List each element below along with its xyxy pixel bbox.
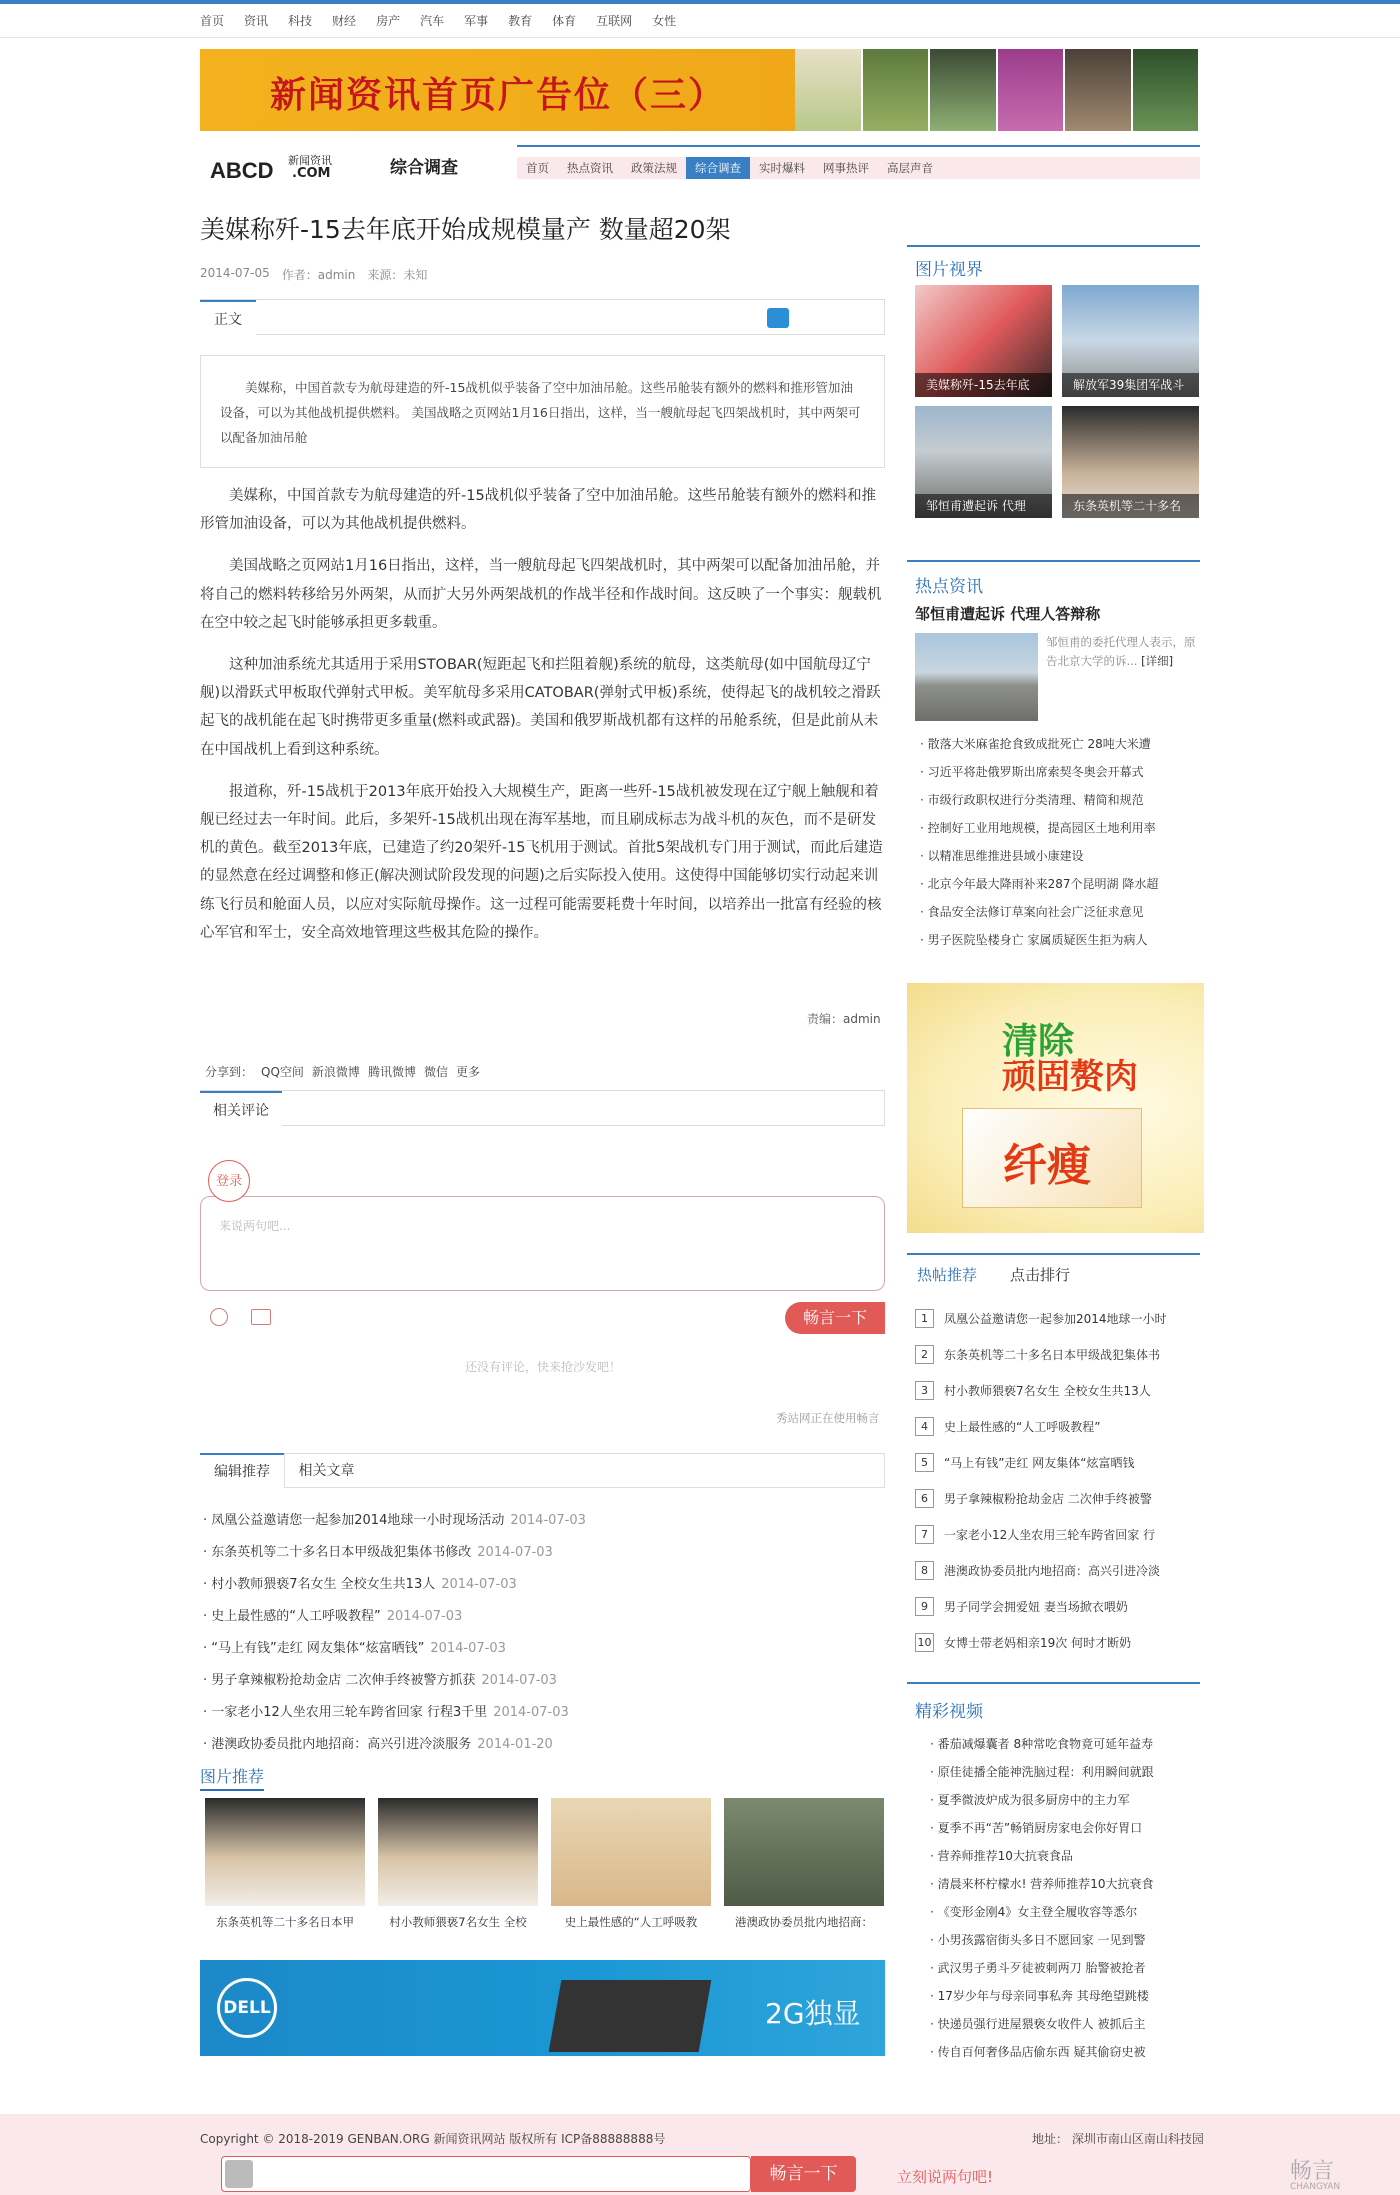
login-button[interactable]: 登录 [208, 1160, 250, 1202]
pic-card-caption[interactable]: 村小教师猥亵7名女生 全校 [389, 1915, 527, 1929]
related-item[interactable] [203, 1633, 883, 1665]
bullet: · [920, 821, 928, 835]
dell-logo: DELL [217, 1978, 277, 2038]
banner-ad-faces [795, 49, 1200, 131]
pic-card-caption[interactable]: 东条英机等二十多名日本甲 [216, 1915, 354, 1929]
topnav-item[interactable]: 财经 [332, 14, 357, 28]
hot-item[interactable] [920, 814, 1200, 842]
subnav-item[interactable]: 综合调查 [686, 157, 750, 179]
footer-comment-input[interactable] [221, 2156, 751, 2192]
rank-item[interactable] [915, 1588, 1200, 1624]
article-paragraph: 这种加油系统尤其适用于采用STOBAR(短距起飞和拦阻着舰)系统的航母，这类航母(如中国航母辽宁舰)以滑跃式甲板取代弹射式甲板。美军航母多采用CATOBAR(弹射式甲板)系统，使得起飞的战机较之滑跃起飞的战机能在起飞时携带更多重量(燃料或武器)。美国和俄罗斯战机都有这样的吊舱系统，但是此前从未在中国战机上看到这种系统。 [200, 657, 881, 758]
logo-abcd: ABCD [210, 158, 274, 183]
bullet: · [930, 1737, 938, 1751]
hot-item[interactable] [920, 786, 1200, 814]
hot-detail-link[interactable]: [详细] [1141, 654, 1174, 668]
bullet: · [930, 2045, 938, 2059]
bullet: · [930, 1933, 938, 1947]
tab-comments[interactable]: 相关评论 [200, 1091, 282, 1126]
share-link[interactable]: 更多 [455, 1065, 480, 1079]
bullet: · [203, 1673, 212, 1688]
sidebar-hot-title: 热点资讯 [915, 577, 983, 597]
pic-card-caption[interactable]: 史上最性感的“人工呼吸教 [564, 1915, 698, 1929]
related-date: 2014-07-03 [493, 1705, 569, 1720]
hot-list [920, 730, 1200, 954]
related-title[interactable]: 史上最性感的“人工呼吸教程” [211, 1609, 381, 1624]
footer-say-text: 立刻说两句吧! [897, 2168, 994, 2186]
share-link[interactable]: QQ空间 [261, 1065, 304, 1079]
rank-item[interactable] [915, 1300, 1200, 1336]
topnav-item[interactable]: 首页 [200, 14, 225, 28]
video-title[interactable]: 武汉男子勇斗歹徒被刺两刀 胎警被抢者 [937, 1961, 1146, 1975]
bullet: · [930, 1849, 938, 1863]
hot-item[interactable] [920, 898, 1200, 926]
article-source: 来源：未知 [367, 268, 428, 282]
sidebar-pic-item[interactable] [915, 406, 1052, 518]
rank-tabs [907, 1253, 1200, 1287]
rank-number: 7 [915, 1525, 934, 1544]
sidebar-pic-caption[interactable]: 解放军39集团军战斗 [1062, 373, 1199, 397]
tab-body[interactable]: 正文 [200, 300, 256, 335]
video-title[interactable]: 小男孩露宿街头多日不愿回家 一见到警 [937, 1933, 1146, 1947]
rank-item[interactable] [915, 1480, 1200, 1516]
video-list [930, 1730, 1200, 2066]
sidebar-pic-caption[interactable]: 美媒称歼-15去年底 [915, 373, 1052, 397]
subnav-item[interactable]: 网事热评 [823, 161, 869, 175]
video-item[interactable] [930, 1898, 1200, 1926]
rank-item[interactable] [915, 1516, 1200, 1552]
article-summary: 美媒称，中国首款专为航母建造的歼-15战机似乎装备了空中加油吊舱。这些吊舱装有额外的燃料和推形管加油设备，可以为其他战机提供燃料。 美国战略之页网站1月16日指出，这样，当一艘航母起飞四架战机时，其中两架可以配备加油吊舱 [200, 355, 885, 468]
video-title[interactable]: 番茄减爆囊者 8种常吃食物竟可延年益寿 [937, 1737, 1154, 1751]
subnav-item[interactable]: 热点资讯 [567, 161, 613, 175]
comment-icon[interactable] [767, 308, 789, 328]
ad-product-box [962, 1108, 1142, 1208]
user-avatar-icon [225, 2160, 253, 2188]
footer [0, 2114, 1400, 2195]
rank-title[interactable]: 凤凰公益邀请您一起参加2014地球一小时 [944, 1311, 1167, 1326]
video-item[interactable] [930, 1814, 1200, 1842]
video-item[interactable] [930, 1954, 1200, 1982]
related-title[interactable]: 男子拿辣椒粉抢劫金店 二次伸手终被警方抓获 [211, 1673, 476, 1688]
rank-title[interactable]: 东条英机等二十多名日本甲级战犯集体书 [944, 1347, 1161, 1362]
image-upload-icon[interactable] [251, 1309, 271, 1325]
pic-card-image[interactable] [724, 1798, 884, 1906]
comment-send-button[interactable]: 畅言一下 [785, 1302, 885, 1334]
video-item[interactable] [930, 1870, 1200, 1898]
banner-ad[interactable] [200, 49, 1200, 131]
sidebar-pic-title: 图片视界 [915, 260, 983, 280]
pic-card-image[interactable] [205, 1798, 365, 1906]
topnav-item[interactable]: 互联网 [596, 14, 633, 28]
rank-list [915, 1300, 1200, 1660]
bullet: · [930, 1821, 938, 1835]
pic-card-caption[interactable]: 港澳政协委员批内地招商： [735, 1915, 873, 1929]
sidebar-video-title: 精彩视频 [915, 1702, 983, 1722]
hot-image[interactable] [915, 633, 1038, 721]
section-subnav [517, 145, 1200, 181]
video-title[interactable]: 夏季不再“苦”畅销厨房家电会你好胃口 [937, 1821, 1143, 1835]
hot-item[interactable] [920, 730, 1200, 758]
bullet: · [203, 1705, 212, 1720]
video-title[interactable]: 原佳徒播全能神洗脑过程：利用瞬间就跟 [937, 1765, 1154, 1779]
bullet: · [930, 2017, 938, 2031]
sidebar-pic-item[interactable] [915, 285, 1052, 397]
bullet: · [920, 877, 928, 891]
related-list [203, 1505, 883, 1761]
sidebar-divider [907, 245, 1200, 247]
rank-item[interactable] [915, 1444, 1200, 1480]
tab-related-articles[interactable]: 相关文章 [284, 1454, 368, 1488]
share-link[interactable]: 微信 [423, 1065, 448, 1079]
related-item[interactable] [203, 1601, 883, 1633]
top-accent-line [0, 0, 1400, 4]
video-item[interactable] [930, 1842, 1200, 1870]
rank-title[interactable]: 男子拿辣椒粉抢劫金店 二次伸手终被警 [944, 1491, 1152, 1506]
subnav-item[interactable]: 首页 [526, 161, 549, 175]
rank-title[interactable]: 一家老小12人坐农用三轮车跨省回家 行 [944, 1527, 1156, 1542]
sidebar-pic-item[interactable] [1062, 285, 1199, 397]
rank-number: 3 [915, 1381, 934, 1400]
hot-item[interactable] [920, 926, 1200, 954]
bullet: · [930, 1877, 938, 1891]
bullet: · [203, 1577, 212, 1592]
video-item[interactable] [930, 1730, 1200, 1758]
bullet: · [920, 933, 928, 947]
bullet: · [203, 1513, 212, 1528]
topnav-item[interactable]: 军事 [464, 14, 489, 28]
ad-brand: 纤瘦 [1003, 1140, 1091, 1191]
related-date: 2014-01-20 [477, 1737, 553, 1752]
related-item[interactable] [203, 1697, 883, 1729]
article-date: 2014-07-05 [200, 266, 270, 280]
related-title[interactable]: 港澳政协委员批内地招商：高兴引进冷淡服务 [211, 1737, 472, 1752]
rank-item[interactable] [915, 1624, 1200, 1660]
topnav-item[interactable]: 体育 [552, 14, 577, 28]
pic-card-image[interactable] [551, 1798, 711, 1906]
comment-tab-bar [200, 1090, 885, 1126]
video-item[interactable] [930, 1982, 1200, 2010]
emoji-icon[interactable] [210, 1308, 228, 1326]
video-title[interactable]: 17岁少年与母亲同事私奔 其母绝望跳楼 [937, 1989, 1149, 2003]
subnav-item[interactable]: 高层声音 [887, 161, 933, 175]
footer-send-button[interactable]: 畅言一下 [751, 2156, 856, 2192]
pic-recommend-title: 图片推荐 [200, 1764, 264, 1791]
comment-input[interactable]: 来说两句吧... [200, 1196, 885, 1291]
bullet: · [920, 905, 928, 919]
related-title[interactable]: “马上有钱”走红 网友集体“炫富晒钱” [211, 1641, 425, 1656]
related-item[interactable] [203, 1569, 883, 1601]
rank-title[interactable]: 史上最性感的“人工呼吸教程” [944, 1419, 1101, 1434]
article-paragraph: 美国战略之页网站1月16日指出，这样，当一艘航母起飞四架战机时，其中两架可以配备加油吊舱，并将自己的燃料转移给另外两架，从而扩大另外两架战机的作战半径和作战时间。这反映了一个事实：舰载机在空中较之起飞时能够承担更多载重。 [200, 558, 882, 631]
bullet: · [203, 1641, 212, 1656]
hot-item-text[interactable]: 市级行政职权进行分类清理、精简和规范 [927, 793, 1144, 807]
bullet: · [203, 1545, 212, 1560]
video-title[interactable]: 快递员强行进屋猥亵女收件人 被抓后主 [937, 2017, 1146, 2031]
sidebar-pic-caption[interactable]: 邹恒甫遭起诉 代理 [915, 494, 1052, 518]
bullet: · [203, 1737, 212, 1752]
rank-number: 10 [915, 1633, 934, 1652]
related-date: 2014-07-03 [441, 1577, 517, 1592]
pic-card[interactable] [378, 1798, 538, 1930]
ad-line1: 清除 [1002, 1020, 1075, 1062]
rank-item[interactable] [915, 1552, 1200, 1588]
top-nav [200, 12, 676, 32]
share-bar [205, 1063, 480, 1080]
related-title[interactable]: 凤凰公益邀请您一起参加2014地球一小时现场活动 [211, 1513, 505, 1528]
rank-number: 2 [915, 1345, 934, 1364]
topnav-item[interactable]: 女性 [652, 14, 677, 28]
bullet: · [930, 1961, 938, 1975]
related-date: 2014-07-03 [386, 1609, 463, 1624]
comment-empty-text: 还没有评论，快来抢沙发吧！ [465, 1360, 622, 1374]
article-meta [200, 266, 427, 283]
tab-editor-picks[interactable]: 编辑推荐 [200, 1453, 284, 1488]
related-item[interactable] [203, 1665, 883, 1697]
ad-line2: 顽固赘肉 [1002, 1057, 1138, 1097]
hot-item-text[interactable]: 食品安全法修订草案向社会广泛征求意见 [927, 905, 1144, 919]
topnav-item[interactable]: 资讯 [244, 14, 269, 28]
hot-desc [1046, 633, 1196, 671]
hot-item-text[interactable]: 北京今年最大降雨补来287个昆明湖 降水超 [927, 877, 1159, 891]
sidebar-pic-caption[interactable]: 东条英机等二十多名 [1062, 494, 1199, 518]
hot-item-text[interactable]: 男子医院坠楼身亡 家属质疑医生拒为病人 [927, 933, 1148, 947]
article-title: 美媒称歼-15去年底开始成规模量产 数量超20架 [200, 215, 731, 244]
hot-item-text[interactable]: 习近平将赴俄罗斯出席索契冬奥会开幕式 [927, 765, 1144, 779]
topnav-item[interactable]: 汽车 [420, 14, 445, 28]
bullet: · [930, 1905, 938, 1919]
video-item[interactable] [930, 1926, 1200, 1954]
banner-ad-text: 新闻资讯首页广告位（三） [270, 74, 727, 116]
video-title[interactable]: 营养师推荐10大抗衰食品 [937, 1849, 1073, 1863]
video-item[interactable] [930, 1758, 1200, 1786]
topnav-item[interactable]: 科技 [288, 14, 313, 28]
tab-click-rank[interactable]: 点击排行 [1010, 1266, 1071, 1284]
related-item[interactable] [203, 1537, 883, 1569]
rank-title[interactable]: 男子同学会拥爱妞 妻当场掀衣喂奶 [944, 1599, 1128, 1614]
topnav-item[interactable]: 房产 [376, 14, 401, 28]
related-title[interactable]: 村小教师猥亵7名女生 全校女生共13人 [211, 1577, 436, 1592]
rank-number: 1 [915, 1309, 934, 1328]
topnav-item[interactable]: 教育 [508, 14, 533, 28]
sidebar-divider [907, 560, 1200, 562]
bullet: · [920, 737, 928, 751]
article-paragraph: 美媒称，中国首款专为航母建造的歼-15战机似乎装备了空中加油吊舱。这些吊舱装有额外的燃料和推形管加油设备，可以为其他战机提供燃料。 [200, 488, 877, 533]
bullet: · [930, 1765, 938, 1779]
changyan-logo-en: CHANGYAN [1290, 2182, 1341, 2192]
hot-item[interactable] [920, 842, 1200, 870]
article-author: 作者：admin [281, 268, 356, 282]
related-date: 2014-07-03 [481, 1673, 557, 1688]
pic-card[interactable] [551, 1798, 711, 1930]
dell-ad[interactable] [200, 1960, 885, 2056]
article-body [200, 482, 885, 961]
rank-item[interactable] [915, 1372, 1200, 1408]
related-title[interactable]: 东条英机等二十多名日本甲级战犯集体书修改 [211, 1545, 472, 1560]
rank-item[interactable] [915, 1408, 1200, 1444]
video-item[interactable] [930, 1786, 1200, 1814]
rank-title[interactable]: “马上有钱”走红 网友集体“炫富晒钱 [944, 1455, 1135, 1470]
powered-by[interactable]: 秀站网正在使用畅言 [776, 1411, 880, 1425]
footer-address: 地址： 深圳市南山区南山科技园 [1032, 2132, 1204, 2146]
slimming-ad[interactable] [907, 983, 1204, 1233]
bullet: · [920, 849, 928, 863]
hot-item-text[interactable]: 以精准思维推进县域小康建设 [927, 849, 1084, 863]
related-item[interactable] [203, 1505, 883, 1537]
related-date: 2014-07-03 [430, 1641, 506, 1656]
hot-item-text[interactable]: 散落大米麻雀抢食致成批死亡 28吨大米遭 [927, 737, 1151, 751]
hot-headline[interactable]: 邹恒甫遭起诉 代理人答辩称 [915, 605, 1101, 623]
share-link[interactable]: 腾讯微博 [367, 1065, 416, 1079]
related-item[interactable] [203, 1729, 883, 1761]
share-link[interactable]: 新浪微博 [311, 1065, 360, 1079]
bullet: · [920, 765, 928, 779]
article-editor: 责编：admin [807, 1012, 881, 1026]
rank-item[interactable] [915, 1336, 1200, 1372]
rank-title[interactable]: 村小教师猥亵7名女生 全校女生共13人 [944, 1383, 1151, 1398]
changyan-logo: 畅言 [1290, 2159, 1335, 2184]
hot-item[interactable] [920, 758, 1200, 786]
logo-small-text: 新闻资讯 [288, 154, 332, 167]
bullet: · [203, 1609, 212, 1624]
video-title[interactable]: 清晨来杯柠檬水! 营养师推荐10大抗衰食 [937, 1877, 1154, 1891]
tab-hot-posts[interactable]: 热帖推荐 [917, 1266, 978, 1284]
rank-number: 6 [915, 1489, 934, 1508]
logo-com: .COM [292, 166, 331, 181]
hot-desc-text: 邹恒甫的委托代理人表示，原告北京大学的诉... [1046, 635, 1196, 668]
related-date: 2014-07-03 [510, 1513, 586, 1528]
sidebar-divider [907, 1682, 1200, 1684]
video-item[interactable] [930, 2010, 1200, 2038]
hot-item[interactable] [920, 870, 1200, 898]
sidebar-pic-item[interactable] [1062, 406, 1199, 518]
pic-card[interactable] [724, 1798, 884, 1930]
related-date: 2014-07-03 [477, 1545, 553, 1560]
video-item[interactable] [930, 2038, 1200, 2066]
rank-number: 8 [915, 1561, 934, 1580]
pic-card-image[interactable] [378, 1798, 538, 1906]
rank-number: 4 [915, 1417, 934, 1436]
bullet: · [930, 1793, 938, 1807]
sidebar-pic-grid [915, 285, 1200, 518]
pic-card[interactable] [205, 1798, 365, 1930]
related-title[interactable]: 一家老小12人坐农用三轮车跨省回家 行程3千里 [211, 1705, 488, 1720]
video-title[interactable]: 夏季微波炉成为很多厨房中的主力军 [937, 1793, 1130, 1807]
article-paragraph: 报道称，歼-15战机于2013年底开始投入大规模生产，距离一些歼-15战机被发现在辽宁舰上触舰和着舰已经过去一年时间。此后，多架歼-15战机出现在海军基地，而且刷成标志为战斗机的灰色，而不是研发机的黄色。截至2013年底，已建造了约20架歼-15飞机用于测试。首批5架战机专门用于测试，而此后建造的显然意在经过调整和修正(解决测试阶段发现的问题)之后实际投入使用。这使得中国能够切实行动起来训练飞行员和舱面人员，以应对实际航母操作。这一过程可能需要耗费十年时间，以培养出一批富有经验的核心军官和军士，安全高效地管理这些极其危险的操作。 [200, 783, 883, 941]
dell-ad-text: 2G独显 [765, 1997, 861, 2030]
subnav-item[interactable]: 政策法规 [631, 161, 677, 175]
rank-number: 5 [915, 1453, 934, 1472]
rank-number: 9 [915, 1597, 934, 1616]
hot-item-text[interactable]: 控制好工业用地规模，提高园区土地利用率 [927, 821, 1156, 835]
bullet: · [920, 793, 928, 807]
laptop-image [549, 1980, 712, 2052]
article-tab-bar [200, 299, 885, 335]
related-tabs [200, 1453, 885, 1488]
rank-title[interactable]: 女博士带老妈相亲19次 何时才断奶 [944, 1635, 1132, 1650]
video-title[interactable]: 传自百何奢侈品店偷东西 疑其偷窃史被 [937, 2045, 1146, 2059]
site-logo[interactable] [210, 152, 340, 182]
top-divider [0, 37, 1400, 38]
bullet: · [930, 1989, 938, 2003]
pic-recommend-cards [205, 1798, 884, 1930]
video-title[interactable]: 《变形金刚4》女主登全履收容等悉尔 [937, 1905, 1138, 1919]
section-title: 综合调查 [390, 158, 458, 178]
copyright: Copyright © 2018-2019 GENBAN.ORG 新闻资讯网站 版权所有 ICP备88888888号 [200, 2132, 666, 2146]
subnav-item[interactable]: 实时爆料 [759, 161, 805, 175]
rank-title[interactable]: 港澳政协委员批内地招商：高兴引进冷淡 [944, 1563, 1161, 1578]
share-label: 分享到： [205, 1065, 254, 1079]
